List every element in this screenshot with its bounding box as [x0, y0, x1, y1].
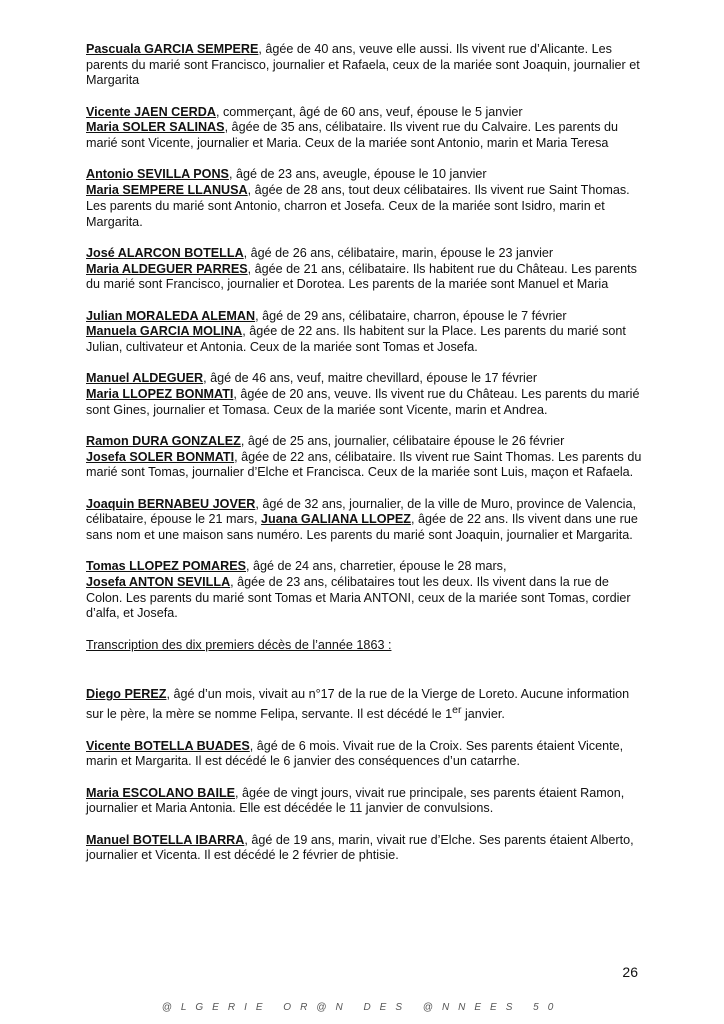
- person-name: Maria SEMPERE LLANUSA: [86, 183, 248, 198]
- page-number: 26: [622, 964, 638, 980]
- record-text: , âgé de 26 ans, célibataire, marin, épouse le 23 janvier: [243, 245, 554, 260]
- person-name: Vicente BOTELLA BUADES: [86, 738, 250, 753]
- record-text: , âgé de 32 ans, journalier, de la ville de Muro, province de Valencia, célibataire, épouse le 21 mars,: [86, 496, 636, 527]
- marriage-record: [86, 246, 646, 293]
- record-text: janvier.: [461, 707, 505, 722]
- marriage-record: [86, 167, 646, 230]
- record-text: , commerçant, âgé de 60 ans, veuf, épouse le 5 janvier: [215, 104, 523, 119]
- person-name: Manuel ALDEGUER: [86, 371, 204, 386]
- marriage-record: [86, 434, 646, 481]
- person-name: Manuel BOTELLA IBARRA: [86, 832, 245, 847]
- record-text: , âgée de 20 ans, veuve. Ils vivent rue du Château. Les parents du marié sont Gines, journalier et Tomasa. Ceux de la mariée sont Vicente, marin et Andrea.: [86, 386, 640, 417]
- person-name: Maria LLOPEZ BONMATI: [86, 386, 234, 401]
- record-text: , âgé de 24 ans, charretier, épouse le 28 mars,: [246, 559, 507, 574]
- person-name: Pascuala GARCIA SEMPERE: [86, 42, 259, 56]
- record-text: , âgée de 40 ans, veuve elle aussi. Ils vivent rue d’Alicante. Les parents du marié sont Francisco, journalier et Rafaela, ceux de la mariée sont Joaquin, journalier et Margarita: [86, 42, 640, 88]
- record-text: , âgée de 21 ans, célibataire. Ils habitent rue du Château. Les parents du marié sont Francisco, journalier et Dorotea. Les parents de la mariée sont Manuel et Maria: [86, 261, 637, 292]
- person-name: Ramon DURA GONZALEZ: [86, 433, 241, 448]
- record-text: , âgé de 46 ans, veuf, maitre chevillard, épouse le 17 février: [203, 371, 538, 386]
- person-name: Vicente JAEN CERDA: [86, 104, 216, 119]
- record-text: , âgé de 23 ans, aveugle, épouse le 10 janvier: [228, 167, 487, 182]
- death-record: [86, 739, 646, 770]
- person-name: Diego PEREZ: [86, 687, 167, 702]
- record-text: , âgé de 25 ans, journalier, célibataire épouse le 26 février: [240, 433, 565, 448]
- person-name: Julian MORALEDA ALEMAN: [86, 308, 256, 323]
- person-name: Juana GALIANA LLOPEZ: [261, 512, 411, 527]
- record-text: , âgée de 22 ans. Ils vivent dans une rue sans nom et une maison sans numéro. Les parents du marié sont Joaquin, journalier et Margarita.: [86, 512, 638, 543]
- death-record: [86, 687, 646, 723]
- record-text: , âgée de 28 ans, tout deux célibataires. Ils vivent rue Saint Thomas. Les parents du marié sont Antonio, charron et Josefa. Ceux de la mariée sont Isidro, marin et Margarita.: [86, 183, 630, 229]
- record-text: , âgée de vingt jours, vivait rue principale, ses parents étaient Ramon, journalier et Maria Antonia. Elle est décédée le 11 janvier de convulsions.: [86, 785, 625, 816]
- record-text: , âgé de 19 ans, marin, vivait rue d’Elche. Ses parents étaient Alberto, journalier et Vicenta. Il est décédé le 2 février de phtisie.: [86, 832, 634, 863]
- person-name: Maria SOLER SALINAS: [86, 120, 225, 135]
- marriage-record: [86, 105, 646, 152]
- marriage-record: [86, 371, 646, 418]
- record-text: , âgée de 35 ans, célibataire. Ils vivent rue du Calvaire. Les parents du marié sont Vicente, journalier et Maria. Ceux de la mariée sont Antonio, marin et Maria Teresa: [86, 120, 619, 151]
- record-text: , âgée de 22 ans, célibataire. Ils vivent rue Saint Thomas. Les parents du marié sont Tomas, journalier d’Elche et Francisca. Ceux de la mariée sont Luis, maçon et Rafaela.: [86, 449, 642, 480]
- ordinal-suffix: er: [452, 704, 462, 717]
- marriage-records: [86, 42, 646, 622]
- record-text: , âgé de 6 mois. Vivait rue de la Croix. Ses parents étaient Vicente, marin et Margarita. Il est décédé le 6 janvier des conséquences d’un catarrhe.: [86, 738, 624, 769]
- person-name: Tomas LLOPEZ POMARES: [86, 559, 247, 574]
- marriage-record: [86, 559, 646, 622]
- person-name: José ALARCON BOTELLA: [86, 245, 244, 260]
- person-name: Josefa ANTON SEVILLA: [86, 575, 231, 590]
- record-text: , âgée de 22 ans. Ils habitent sur la Place. Les parents du marié sont Julian, cultivateur et Antonia. Ceux de la mariée sont Tomas et Josefa.: [86, 324, 626, 354]
- record-text: , âgé d’un mois, vivait au n°17 de la rue de la Vierge de Loreto. Aucune information sur le père, la mère se nomme Felipa, servante. Il est décédé le 1: [86, 687, 630, 722]
- person-name: Manuela GARCIA MOLINA: [86, 324, 243, 339]
- person-name: Antonio SEVILLA PONS: [86, 167, 229, 182]
- death-record: [86, 833, 646, 864]
- section-title: Transcription des dix premiers décès de l’année 1863 :: [86, 637, 392, 652]
- marriage-record: [86, 497, 646, 544]
- person-name: Joaquin BERNABEU JOVER: [86, 496, 256, 511]
- marriage-record: [86, 309, 646, 356]
- death-records: [86, 687, 646, 864]
- person-name: Josefa SOLER BONMATI: [86, 449, 235, 464]
- record-text: , âgé de 29 ans, célibataire, charron, épouse le 7 février: [255, 308, 567, 323]
- document-body: [86, 42, 646, 880]
- death-record: [86, 786, 646, 817]
- record-text: , âgée de 23 ans, célibataires tout les deux. Ils vivent dans la rue de Colon. Les parents du marié sont Tomas et Maria ANTONI, ceux de la mariée sont Tomas, cordier d’alfa, et Josefa.: [86, 575, 631, 621]
- person-name: Maria ESCOLANO BAILE: [86, 785, 236, 800]
- marriage-record: [86, 42, 646, 89]
- page-footer: @LGERIE OR@N DES @NNEES 50: [161, 1002, 563, 1013]
- person-name: Maria ALDEGUER PARRES: [86, 261, 248, 276]
